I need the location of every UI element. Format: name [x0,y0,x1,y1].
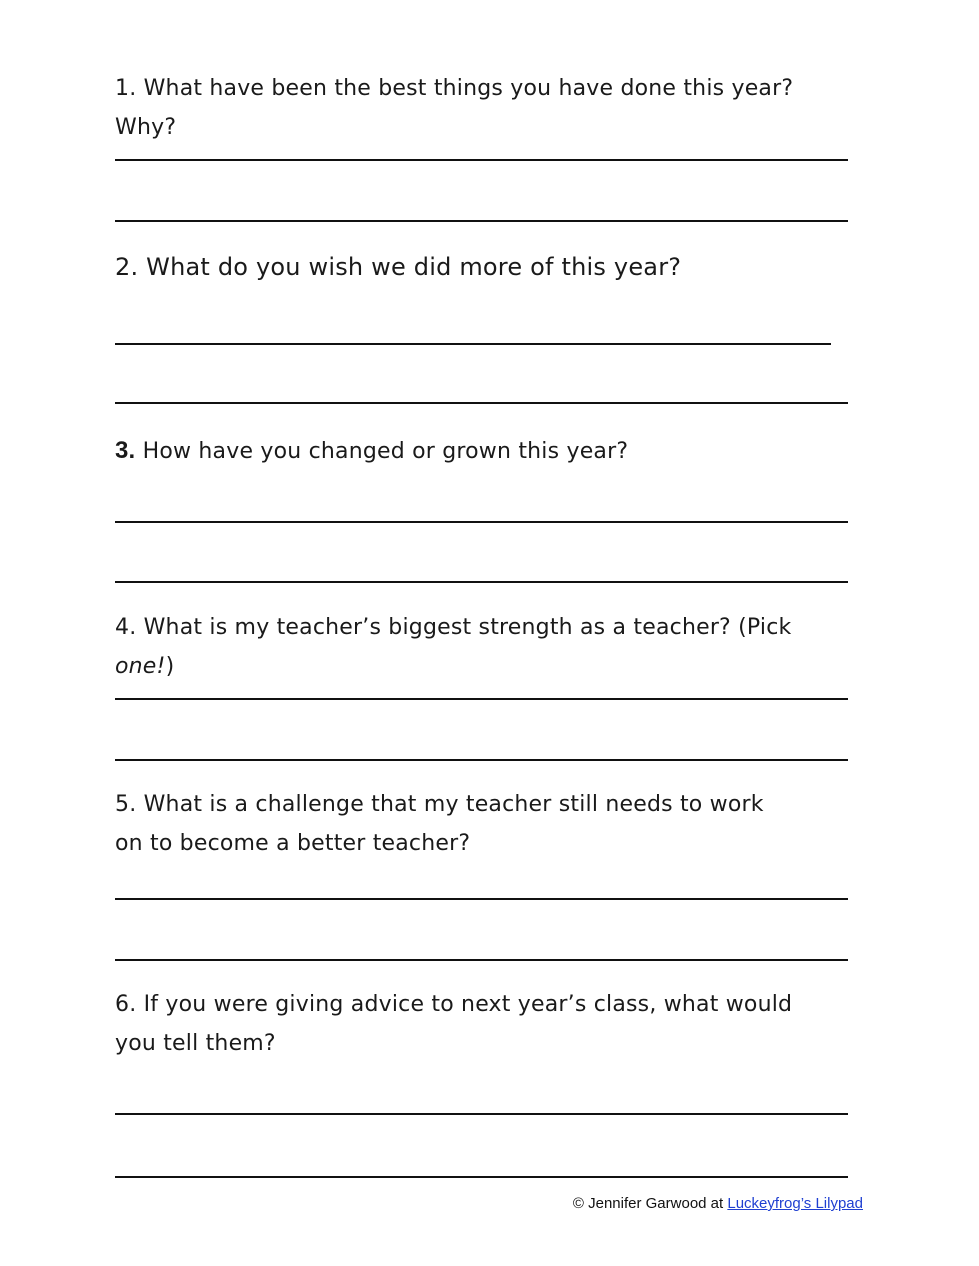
answer-line-6b[interactable] [115,1176,848,1178]
question-1 [115,69,835,147]
question-2-number: 2. [115,253,139,281]
answer-line-2a[interactable] [115,343,831,345]
answer-line-1b[interactable] [115,220,848,222]
answer-line-6a[interactable] [115,1113,848,1115]
answer-line-4a[interactable] [115,698,848,700]
question-2-text: What do you wish we did more of this year? [146,253,682,281]
question-1-number: 1. [115,76,137,101]
question-6-text: If you were giving advice to next year’s class, what would you tell them? [115,992,800,1056]
answer-line-2b[interactable] [115,402,848,404]
question-5-text: What is a challenge that my teacher still needs to work on to become a better teacher? [115,792,771,856]
question-3-number: 3. [115,437,136,464]
answer-line-5a[interactable] [115,898,848,900]
answer-line-4b[interactable] [115,759,848,761]
lilypad-link[interactable]: Luckeyfrog’s Lilypad [727,1195,863,1212]
question-4-number: 4. [115,615,137,640]
question-3-text: How have you changed or grown this year? [142,439,629,464]
question-4 [115,608,835,686]
question-3 [115,431,835,471]
question-2 [115,248,835,287]
question-4-emphasis: one! [115,654,166,679]
question-6-number: 6. [115,992,137,1017]
answer-line-3b[interactable] [115,581,848,583]
question-6 [115,985,815,1063]
answer-line-1a[interactable] [115,159,848,161]
answer-line-3a[interactable] [115,521,848,523]
answer-line-5b[interactable] [115,959,848,961]
question-5-number: 5. [115,792,137,817]
copyright-credit: © Jennifer Garwood at [572,1195,724,1212]
question-1-text: What have been the best things you have done this year? Why? [115,76,801,140]
question-4-text: What is my teacher’s biggest strength as a teacher? (Pick [143,615,799,640]
copyright-footer [573,1195,863,1212]
question-5 [115,785,795,863]
question-4-suffix: ) [165,654,175,679]
